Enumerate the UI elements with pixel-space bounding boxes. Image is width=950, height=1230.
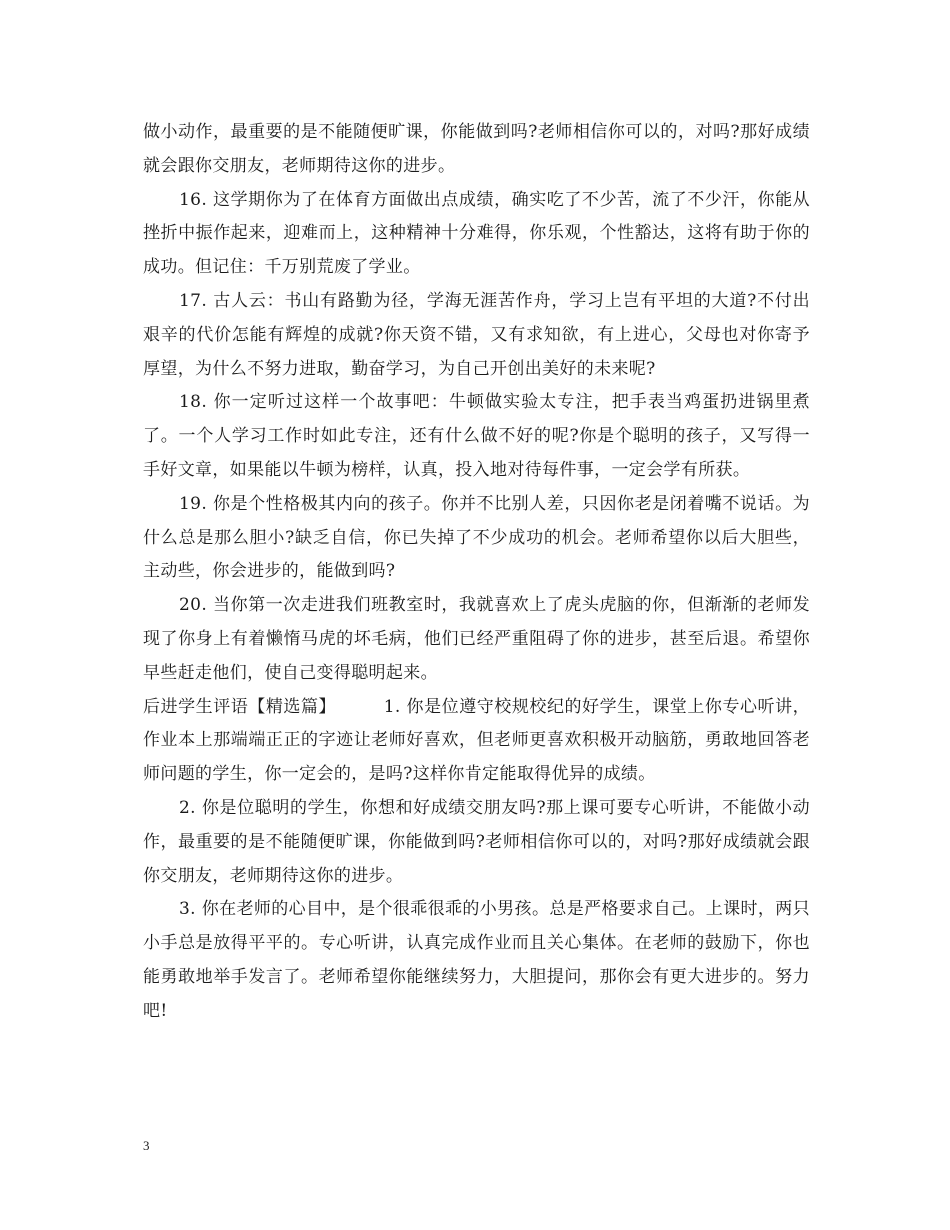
paragraph-item-2: 2. 你是位聪明的学生，你想和好成绩交朋友吗?那上课可要专心听讲，不能做小动作，最重要的是不能随便旷课，你能做到吗?老师相信你可以的，对吗?那好成绩就会跟你交朋友，老师期待这你的进步。	[143, 797, 810, 886]
section-heading: 后进学生评语【精选篇】	[143, 696, 337, 717]
section-paragraph	[143, 691, 810, 792]
paragraph-item-19: 19. 你是个性格极其内向的孩子。你并不比别人差，只因你老是闭着嘴不说话。为什么总是那么胆小?缺乏自信，你已失掉了不少成功的机会。老师希望你以后大胆些，主动些，你会进步的，能做到吗?	[143, 493, 810, 582]
document-body	[143, 116, 810, 1029]
paragraph-continuation: 做小动作，最重要的是不能随便旷课，你能做到吗?老师相信你可以的，对吗?那好成绩就会跟你交朋友，老师期待这你的进步。	[143, 122, 810, 176]
paragraph-item-16: 16. 这学期你为了在体育方面做出点成绩，确实吃了不少苦，流了不少汗，你能从挫折中振作起来，迎难而上，这种精神十分难得，你乐观，个性豁达，这将有助于你的成功。但记住：千万别荒废了学业。	[143, 189, 810, 278]
paragraph-item-3: 3. 你在老师的心目中，是个很乖很乖的小男孩。总是严格要求自己。上课时，两只小手总是放得平平的。专心听讲，认真完成作业而且关心集体。在老师的鼓励下，你也能勇敢地举手发言了。老师希望你能继续努力，大胆提问，那你会有更大进步的。努力吧!	[143, 899, 810, 1021]
paragraph-item-20: 20. 当你第一次走进我们班教室时，我就喜欢上了虎头虎脑的你，但渐渐的老师发现了你身上有着懒惰马虎的坏毛病，他们已经严重阻碍了你的进步，甚至后退。希望你早些赶走他们，使自己变得聪明起来。	[143, 595, 810, 683]
paragraph-item-18: 18. 你一定听过这样一个故事吧：牛顿做实验太专注，把手表当鸡蛋扔进锅里煮了。一个人学习工作时如此专注，还有什么做不好的呢?你是个聪明的孩子，又写得一手好文章，如果能以牛顿为榜样，认真，投入地对待每件事，一定会学有所获。	[143, 392, 810, 480]
page-number: 3	[143, 1138, 150, 1153]
section-item-1: 1. 你是位遵守校规校纪的好学生，课堂上你专心听讲，作业本上那端端正正的字迹让老师好喜欢，但老师更喜欢积极开动脑筋，勇敢地回答老师问题的学生，你一定会的，是吗?这样你肯定能取得优异的成绩。	[143, 696, 810, 785]
paragraph-item-17: 17. 古人云：书山有路勤为径，学海无涯苦作舟，学习上岂有平坦的大道?不付出艰辛的代价怎能有辉煌的成就?你天资不错，又有求知欲，有上进心，父母也对你寄予厚望，为什么不努力进取，勤奋学习，为自己开创出美好的未来呢?	[143, 290, 810, 379]
